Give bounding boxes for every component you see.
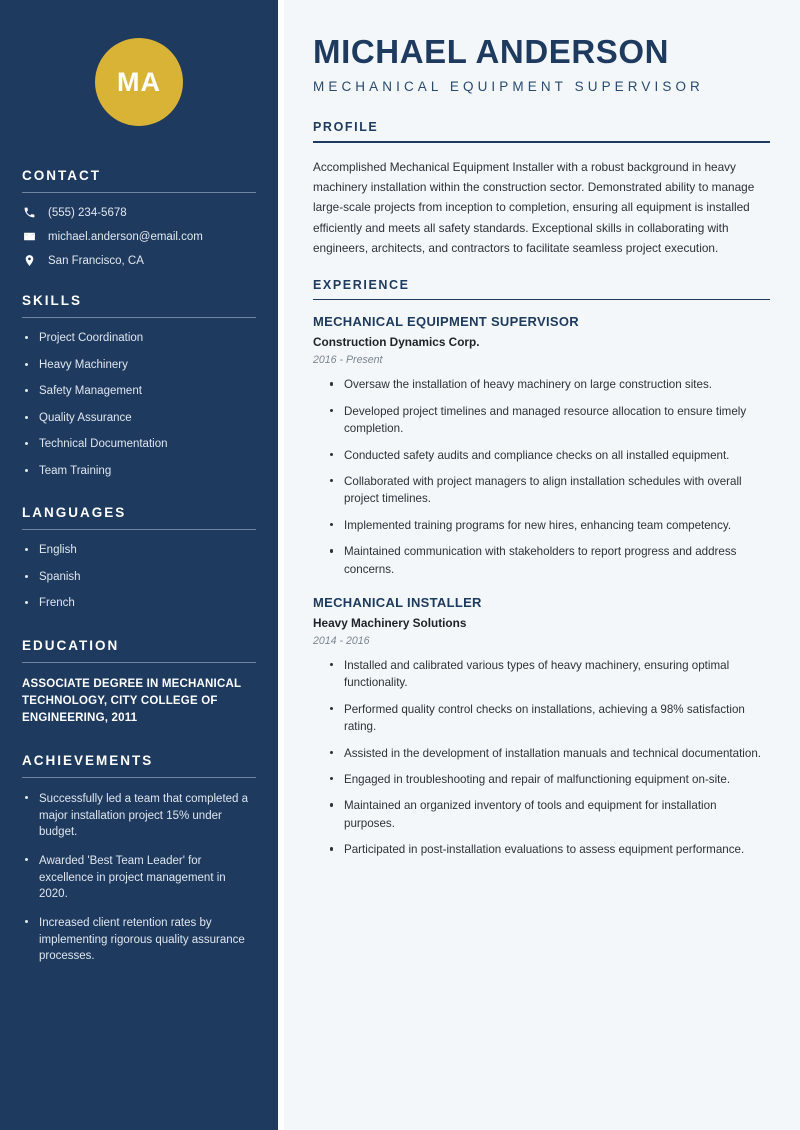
contact-phone-value: (555) 234-5678: [48, 206, 127, 219]
languages-divider: [22, 529, 256, 530]
education-section: [22, 638, 256, 728]
job-bullet-list: [313, 376, 770, 578]
profile-section: [313, 120, 770, 258]
skills-section: [22, 293, 256, 479]
education-divider: [22, 662, 256, 663]
achievements-section: [22, 753, 256, 964]
education-entry: ASSOCIATE DEGREE IN MECHANICAL TECHNOLOGY, CITY COLLEGE OF ENGINEERING, 2011: [22, 677, 241, 725]
achievements-heading: ACHIEVEMENTS: [22, 753, 154, 769]
list-item: Collaborated with project managers to align installation schedules with overall project timelines.: [328, 473, 770, 508]
skills-heading: SKILLS: [22, 293, 83, 308]
list-item: Quality Assurance: [22, 411, 256, 427]
contact-divider: [22, 192, 256, 193]
phone-icon: [22, 206, 37, 219]
list-item: Project Coordination: [22, 331, 256, 347]
sidebar: [0, 0, 278, 1130]
location-pin-icon: [22, 254, 37, 267]
list-item: Technical Documentation: [22, 437, 256, 453]
list-item: Participated in post-installation evaluations to assess equipment performance.: [328, 841, 770, 858]
experience-heading: EXPERIENCE: [313, 278, 410, 293]
achievements-divider: [22, 777, 256, 778]
list-item: Installed and calibrated various types of heavy machinery, ensuring optimal functionality.: [328, 657, 770, 692]
list-item: Implemented training programs for new hires, enhancing team competency.: [328, 517, 770, 534]
list-item: French: [22, 596, 256, 612]
page-title: MICHAEL ANDERSON: [313, 33, 670, 70]
envelope-icon: [22, 230, 37, 243]
languages-section: [22, 505, 256, 612]
profile-heading: PROFILE: [313, 120, 379, 135]
main-content: [284, 0, 800, 1130]
list-item: Assisted in the development of installation manuals and technical documentation.: [328, 745, 770, 762]
list-item: Heavy Machinery: [22, 358, 256, 374]
profile-text: Accomplished Mechanical Equipment Installer with a robust background in heavy machinery installation within the construction sector. Demonstrated ability to manage large-scale projects from inception to completion, ensuring all equipment is installed efficiently and meets all safety standards. Exceptional skills in collaborating with engineers, architects, and contractors to facilitate seamless project execution.: [313, 159, 755, 255]
list-item: Team Training: [22, 464, 256, 480]
avatar: MA: [95, 38, 183, 126]
list-item: Spanish: [22, 570, 256, 586]
contact-item-location[interactable]: [22, 254, 256, 267]
experience-entry: [313, 314, 770, 578]
contact-section: [22, 168, 256, 267]
job-title: MECHANICAL INSTALLER: [313, 595, 482, 610]
list-item: English: [22, 543, 256, 559]
languages-list: [22, 543, 256, 612]
job-dates: 2016 - Present: [313, 354, 383, 367]
education-heading: EDUCATION: [22, 637, 120, 653]
experience-divider: [313, 299, 770, 300]
contact-item-email[interactable]: [22, 230, 256, 243]
job-role-subtitle: MECHANICAL EQUIPMENT SUPERVISOR: [313, 79, 704, 95]
list-item: Maintained an organized inventory of tools and equipment for installation purposes.: [328, 797, 770, 832]
skills-divider: [22, 317, 256, 318]
job-dates: 2014 - 2016: [313, 635, 370, 647]
list-item: Oversaw the installation of heavy machinery on large construction sites.: [328, 376, 770, 393]
achievements-list: [22, 791, 256, 964]
list-item: Conducted safety audits and compliance checks on all installed equipment.: [328, 447, 770, 464]
job-company: Heavy Machinery Solutions: [313, 616, 467, 630]
list-item: Successfully led a team that completed a major installation project 15% under budget.: [22, 791, 256, 840]
job-title: MECHANICAL EQUIPMENT SUPERVISOR: [313, 314, 579, 330]
contact-item-phone[interactable]: [22, 206, 256, 219]
list-item: Awarded 'Best Team Leader' for excellence in project management in 2020.: [22, 853, 256, 902]
list-item: Maintained communication with stakeholders to report progress and address concerns.: [328, 543, 770, 578]
job-company: Construction Dynamics Corp.: [313, 335, 480, 350]
experience-section: [313, 278, 770, 858]
list-item: Engaged in troubleshooting and repair of malfunctioning equipment on-site.: [328, 771, 770, 788]
profile-divider: [313, 141, 770, 142]
skills-list: [22, 331, 256, 479]
list-item: Increased client retention rates by implementing rigorous quality assurance processes.: [22, 915, 256, 964]
languages-heading: LANGUAGES: [22, 505, 127, 521]
list-item: Performed quality control checks on installations, achieving a 98% satisfaction rating.: [328, 701, 770, 736]
avatar-container: [22, 0, 256, 168]
contact-email-value: michael.anderson@email.com: [48, 230, 203, 243]
contact-heading: CONTACT: [22, 168, 101, 183]
contact-location-value: San Francisco, CA: [48, 254, 144, 267]
experience-entry: [313, 595, 770, 859]
list-item: Safety Management: [22, 384, 256, 400]
list-item: Developed project timelines and managed resource allocation to ensure timely completion.: [328, 403, 770, 438]
job-bullet-list: [313, 657, 770, 859]
